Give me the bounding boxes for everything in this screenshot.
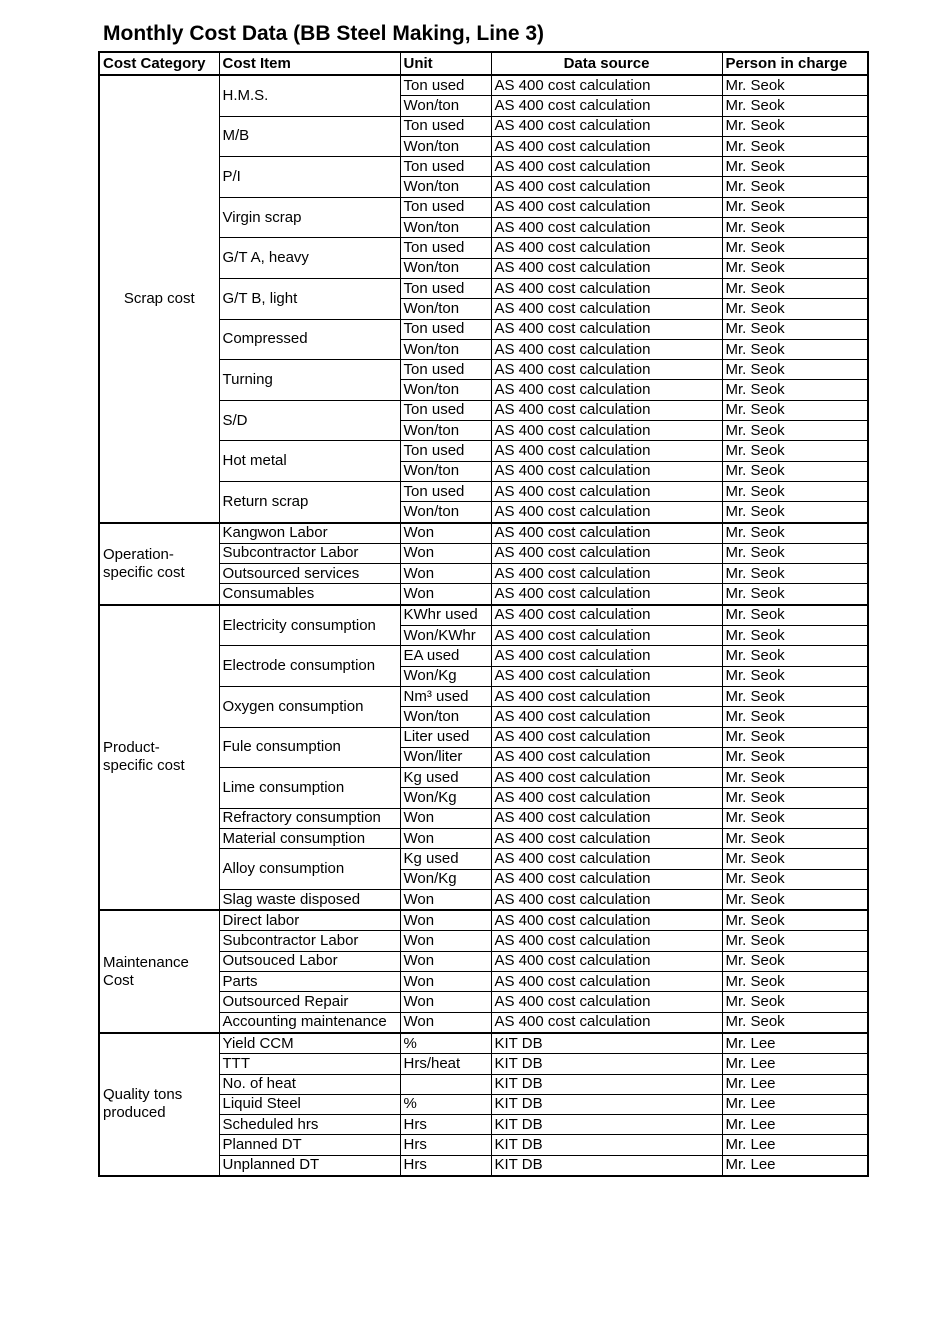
data-source-cell: AS 400 cost calculation (491, 116, 722, 136)
unit-cell: Ton used (400, 238, 491, 258)
data-source-cell: AS 400 cost calculation (491, 177, 722, 197)
unit-cell: Won/ton (400, 218, 491, 238)
person-in-charge-cell: Mr. Seok (722, 992, 868, 1012)
unit-cell: EA used (400, 646, 491, 666)
cost-item-cell: Direct labor (219, 910, 400, 931)
unit-cell: Ton used (400, 157, 491, 177)
data-source-cell: AS 400 cost calculation (491, 849, 722, 869)
table-row (99, 1033, 868, 1054)
person-in-charge-cell: Mr. Seok (722, 869, 868, 889)
data-source-cell: KIT DB (491, 1135, 722, 1155)
category-group (99, 523, 868, 605)
person-in-charge-cell: Mr. Seok (722, 461, 868, 481)
unit-cell: Won/Kg (400, 788, 491, 808)
cost-item-cell: Consumables (219, 584, 400, 605)
person-in-charge-cell: Mr. Seok (722, 238, 868, 258)
unit-cell: Won (400, 972, 491, 992)
person-in-charge-cell: Mr. Seok (722, 75, 868, 96)
data-source-cell: AS 400 cost calculation (491, 136, 722, 156)
unit-cell: % (400, 1033, 491, 1054)
cost-category-cell: Scrap cost (99, 75, 219, 523)
person-in-charge-cell: Mr. Lee (722, 1155, 868, 1176)
person-in-charge-cell: Mr. Seok (722, 605, 868, 626)
person-in-charge-cell: Mr. Seok (722, 910, 868, 931)
data-source-cell: AS 400 cost calculation (491, 461, 722, 481)
unit-cell: Hrs (400, 1155, 491, 1176)
person-in-charge-cell: Mr. Seok (722, 278, 868, 298)
data-source-cell: AS 400 cost calculation (491, 686, 722, 706)
unit-cell: Hrs (400, 1135, 491, 1155)
data-source-cell: AS 400 cost calculation (491, 96, 722, 116)
person-in-charge-cell: Mr. Lee (722, 1094, 868, 1114)
person-in-charge-cell: Mr. Lee (722, 1033, 868, 1054)
person-in-charge-cell: Mr. Seok (722, 380, 868, 400)
cost-item-cell: Kangwon Labor (219, 523, 400, 544)
person-in-charge-cell: Mr. Lee (722, 1135, 868, 1155)
unit-cell: Won (400, 828, 491, 848)
cost-item-cell: Outsourced services (219, 564, 400, 584)
unit-cell: Won (400, 584, 491, 605)
unit-cell: Won/ton (400, 299, 491, 319)
data-source-cell: AS 400 cost calculation (491, 869, 722, 889)
unit-cell: Ton used (400, 319, 491, 339)
person-in-charge-cell: Mr. Seok (722, 768, 868, 788)
cost-item-cell: Parts (219, 972, 400, 992)
person-in-charge-cell: Mr. Seok (722, 502, 868, 523)
data-source-cell: AS 400 cost calculation (491, 278, 722, 298)
table-row (99, 605, 868, 626)
person-in-charge-cell: Mr. Lee (722, 1054, 868, 1074)
data-source-cell: KIT DB (491, 1155, 722, 1176)
data-source-cell: AS 400 cost calculation (491, 339, 722, 359)
data-source-cell: KIT DB (491, 1094, 722, 1114)
unit-cell: Won/Kg (400, 869, 491, 889)
person-in-charge-cell: Mr. Seok (722, 481, 868, 501)
table-row (99, 75, 868, 96)
data-source-cell: AS 400 cost calculation (491, 360, 722, 380)
data-source-cell: AS 400 cost calculation (491, 75, 722, 96)
cost-category-cell: Product- specific cost (99, 605, 219, 910)
page-title: Monthly Cost Data (BB Steel Making, Line 3) (103, 22, 545, 45)
cost-item-cell: Turning (219, 360, 400, 401)
unit-cell: Won/ton (400, 258, 491, 278)
person-in-charge-cell: Mr. Seok (722, 339, 868, 359)
data-source-cell: AS 400 cost calculation (491, 502, 722, 523)
unit-cell: Kg used (400, 849, 491, 869)
cost-item-cell: Refractory consumption (219, 808, 400, 828)
person-in-charge-cell: Mr. Seok (722, 319, 868, 339)
unit-cell: Won/ton (400, 96, 491, 116)
cost-item-cell: S/D (219, 400, 400, 441)
unit-cell: Ton used (400, 400, 491, 420)
cost-item-cell: No. of heat (219, 1074, 400, 1094)
person-in-charge-cell: Mr. Seok (722, 788, 868, 808)
cost-item-cell: Subcontractor Labor (219, 543, 400, 563)
data-source-cell: AS 400 cost calculation (491, 666, 722, 686)
data-source-cell: AS 400 cost calculation (491, 319, 722, 339)
data-source-cell: AS 400 cost calculation (491, 992, 722, 1012)
cost-item-cell: Hot metal (219, 441, 400, 482)
cost-item-cell: Accounting maintenance (219, 1012, 400, 1033)
unit-cell: Won (400, 992, 491, 1012)
person-in-charge-cell: Mr. Lee (722, 1074, 868, 1094)
unit-cell: Won/liter (400, 747, 491, 767)
unit-cell: Won (400, 564, 491, 584)
data-source-cell: AS 400 cost calculation (491, 380, 722, 400)
unit-cell: Kg used (400, 768, 491, 788)
person-in-charge-cell: Mr. Seok (722, 177, 868, 197)
unit-cell: Won/ton (400, 339, 491, 359)
data-source-cell: AS 400 cost calculation (491, 747, 722, 767)
person-in-charge-cell: Mr. Seok (722, 299, 868, 319)
person-in-charge-cell: Mr. Seok (722, 421, 868, 441)
unit-cell: Hrs/heat (400, 1054, 491, 1074)
unit-cell: Won/ton (400, 421, 491, 441)
cost-item-cell: Yield CCM (219, 1033, 400, 1054)
unit-cell: Won (400, 910, 491, 931)
unit-cell: % (400, 1094, 491, 1114)
unit-cell: Won (400, 808, 491, 828)
data-source-cell: AS 400 cost calculation (491, 910, 722, 931)
unit-cell: Won (400, 543, 491, 563)
data-source-cell: AS 400 cost calculation (491, 299, 722, 319)
cost-item-cell: Scheduled hrs (219, 1115, 400, 1135)
person-in-charge-cell: Mr. Seok (722, 96, 868, 116)
unit-cell: Won/ton (400, 136, 491, 156)
data-source-cell: AS 400 cost calculation (491, 258, 722, 278)
person-in-charge-cell: Mr. Seok (722, 136, 868, 156)
unit-cell: Won (400, 931, 491, 951)
header-cost-item: Cost Item (219, 52, 400, 75)
cost-item-cell: Fule consumption (219, 727, 400, 768)
header-row (99, 52, 868, 75)
cost-item-cell: M/B (219, 116, 400, 157)
data-source-cell: AS 400 cost calculation (491, 605, 722, 626)
unit-cell: Won/ton (400, 502, 491, 523)
cost-item-cell: G/T A, heavy (219, 238, 400, 279)
data-source-cell: AS 400 cost calculation (491, 218, 722, 238)
cost-item-cell: Alloy consumption (219, 849, 400, 890)
data-source-cell: KIT DB (491, 1115, 722, 1135)
cost-item-cell: Compressed (219, 319, 400, 360)
cost-item-cell: Electricity consumption (219, 605, 400, 646)
person-in-charge-cell: Mr. Seok (722, 686, 868, 706)
cost-item-cell: TTT (219, 1054, 400, 1074)
person-in-charge-cell: Mr. Seok (722, 747, 868, 767)
person-in-charge-cell: Mr. Seok (722, 197, 868, 217)
unit-cell: Won/ton (400, 380, 491, 400)
cost-item-cell: Liquid Steel (219, 1094, 400, 1114)
person-in-charge-cell: Mr. Seok (722, 828, 868, 848)
category-group (99, 910, 868, 1033)
unit-cell: Won (400, 523, 491, 544)
person-in-charge-cell: Mr. Seok (722, 951, 868, 971)
unit-cell: Ton used (400, 197, 491, 217)
cost-item-cell: Unplanned DT (219, 1155, 400, 1176)
category-group (99, 75, 868, 523)
cost-item-cell: Virgin scrap (219, 197, 400, 238)
data-source-cell: AS 400 cost calculation (491, 727, 722, 747)
unit-cell: Won/KWhr (400, 626, 491, 646)
cost-category-cell: Quality tons produced (99, 1033, 219, 1176)
data-source-cell: AS 400 cost calculation (491, 788, 722, 808)
unit-cell: Ton used (400, 481, 491, 501)
person-in-charge-cell: Mr. Seok (722, 931, 868, 951)
person-in-charge-cell: Mr. Seok (722, 258, 868, 278)
category-group (99, 605, 868, 910)
data-source-cell: AS 400 cost calculation (491, 808, 722, 828)
person-in-charge-cell: Mr. Lee (722, 1115, 868, 1135)
person-in-charge-cell: Mr. Seok (722, 360, 868, 380)
cost-item-cell: Lime consumption (219, 768, 400, 809)
data-source-cell: AS 400 cost calculation (491, 972, 722, 992)
data-source-cell: AS 400 cost calculation (491, 889, 722, 910)
person-in-charge-cell: Mr. Seok (722, 889, 868, 910)
unit-cell: Won/ton (400, 461, 491, 481)
data-source-cell: AS 400 cost calculation (491, 543, 722, 563)
data-source-cell: AS 400 cost calculation (491, 238, 722, 258)
data-source-cell: AS 400 cost calculation (491, 707, 722, 727)
cost-item-cell: Outsouced Labor (219, 951, 400, 971)
cost-item-cell: H.M.S. (219, 75, 400, 116)
data-source-cell: AS 400 cost calculation (491, 584, 722, 605)
cost-item-cell: Return scrap (219, 481, 400, 522)
person-in-charge-cell: Mr. Seok (722, 157, 868, 177)
data-source-cell: AS 400 cost calculation (491, 157, 722, 177)
cost-category-cell: Maintenance Cost (99, 910, 219, 1033)
header-data-source: Data source (491, 52, 722, 75)
person-in-charge-cell: Mr. Seok (722, 564, 868, 584)
cost-item-cell: Oxygen consumption (219, 686, 400, 727)
unit-cell: Hrs (400, 1115, 491, 1135)
cost-category-cell: Operation- specific cost (99, 523, 219, 605)
unit-cell (400, 1074, 491, 1094)
data-source-cell: AS 400 cost calculation (491, 481, 722, 501)
cost-item-cell: Electrode consumption (219, 646, 400, 687)
person-in-charge-cell: Mr. Seok (722, 441, 868, 461)
person-in-charge-cell: Mr. Seok (722, 646, 868, 666)
data-source-cell: AS 400 cost calculation (491, 768, 722, 788)
cost-item-cell: Outsourced Repair (219, 992, 400, 1012)
unit-cell: Ton used (400, 75, 491, 96)
data-source-cell: AS 400 cost calculation (491, 626, 722, 646)
unit-cell: Won/ton (400, 177, 491, 197)
data-source-cell: KIT DB (491, 1054, 722, 1074)
data-source-cell: AS 400 cost calculation (491, 828, 722, 848)
data-source-cell: AS 400 cost calculation (491, 951, 722, 971)
person-in-charge-cell: Mr. Seok (722, 626, 868, 646)
person-in-charge-cell: Mr. Seok (722, 849, 868, 869)
unit-cell: Won/ton (400, 707, 491, 727)
unit-cell: Won (400, 951, 491, 971)
person-in-charge-cell: Mr. Seok (722, 584, 868, 605)
table-row (99, 910, 868, 931)
cost-item-cell: Slag waste disposed (219, 889, 400, 910)
category-group (99, 1033, 868, 1176)
cost-item-cell: Planned DT (219, 1135, 400, 1155)
unit-cell: Liter used (400, 727, 491, 747)
header-person-in-charge: Person in charge (722, 52, 868, 75)
data-source-cell: AS 400 cost calculation (491, 421, 722, 441)
unit-cell: Won (400, 889, 491, 910)
cost-table (98, 51, 869, 1177)
data-source-cell: AS 400 cost calculation (491, 400, 722, 420)
data-source-cell: AS 400 cost calculation (491, 197, 722, 217)
data-source-cell: KIT DB (491, 1074, 722, 1094)
data-source-cell: AS 400 cost calculation (491, 1012, 722, 1033)
header-cost-category: Cost Category (99, 52, 219, 75)
person-in-charge-cell: Mr. Seok (722, 116, 868, 136)
unit-cell: KWhr used (400, 605, 491, 626)
person-in-charge-cell: Mr. Seok (722, 808, 868, 828)
unit-cell: Won/Kg (400, 666, 491, 686)
cost-item-cell: P/I (219, 157, 400, 198)
data-source-cell: AS 400 cost calculation (491, 646, 722, 666)
person-in-charge-cell: Mr. Seok (722, 218, 868, 238)
person-in-charge-cell: Mr. Seok (722, 543, 868, 563)
unit-cell: Ton used (400, 278, 491, 298)
data-source-cell: KIT DB (491, 1033, 722, 1054)
unit-cell: Ton used (400, 116, 491, 136)
table-row (99, 523, 868, 544)
data-source-cell: AS 400 cost calculation (491, 931, 722, 951)
cost-item-cell: G/T B, light (219, 278, 400, 319)
person-in-charge-cell: Mr. Seok (722, 523, 868, 544)
person-in-charge-cell: Mr. Seok (722, 666, 868, 686)
unit-cell: Ton used (400, 441, 491, 461)
person-in-charge-cell: Mr. Seok (722, 400, 868, 420)
data-source-cell: AS 400 cost calculation (491, 441, 722, 461)
table-header (99, 52, 868, 75)
unit-cell: Ton used (400, 360, 491, 380)
data-source-cell: AS 400 cost calculation (491, 564, 722, 584)
person-in-charge-cell: Mr. Seok (722, 727, 868, 747)
person-in-charge-cell: Mr. Seok (722, 1012, 868, 1033)
person-in-charge-cell: Mr. Seok (722, 707, 868, 727)
unit-cell: Nm³ used (400, 686, 491, 706)
data-source-cell: AS 400 cost calculation (491, 523, 722, 544)
cost-item-cell: Subcontractor Labor (219, 931, 400, 951)
person-in-charge-cell: Mr. Seok (722, 972, 868, 992)
cost-item-cell: Material consumption (219, 828, 400, 848)
header-unit: Unit (400, 52, 491, 75)
unit-cell: Won (400, 1012, 491, 1033)
